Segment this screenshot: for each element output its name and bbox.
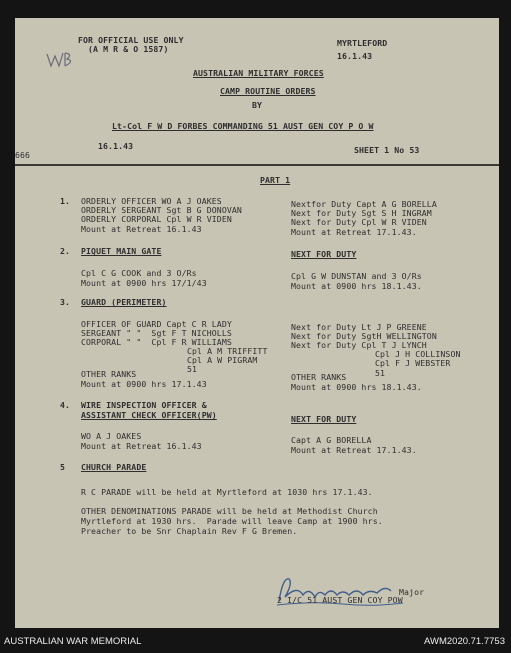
- next-duty-corporal: Next for Duty Cpl W R VIDEN: [291, 217, 427, 227]
- place-label: MYRTLEFORD: [337, 38, 388, 48]
- official-use-label: FOR OFFICIAL USE ONLY: [78, 35, 184, 45]
- section-number: 2.: [60, 246, 71, 256]
- next-duty-sergeant: Next for Duty Sgt S H INGRAM: [291, 208, 432, 218]
- part-heading: PART 1: [260, 175, 291, 185]
- next-mount-line: Mount at 0900 hrs 18.1.43.: [291, 281, 422, 291]
- footer-left: AUSTRALIAN WAR MEMORIAL: [4, 636, 142, 647]
- sheet-number: SHEET 1 No 53: [354, 145, 420, 155]
- church-paragraph: Myrtleford at 1930 hrs. Parade will leave Camp at 1900 hrs.: [81, 516, 383, 526]
- next-mount-line: Mount at 0900 hrs 18.1.43.: [291, 382, 422, 392]
- orderly-corporal: ORDERLY CORPORAL Cpl W R VIDEN: [81, 214, 232, 224]
- orderly-sergeant: ORDERLY SERGEANT Sgt B G DONOVAN: [81, 205, 242, 215]
- next-other-ranks-label: OTHER RANKS: [291, 372, 347, 382]
- org-title: AUSTRALIAN MILITARY FORCES: [193, 68, 324, 78]
- footer-right: AWM2020.71.7753: [424, 636, 505, 647]
- mount-line: Mount at 0900 hrs 17.1.43: [81, 379, 207, 389]
- next-guard-corporal: Cpl J H COLLINSON: [375, 349, 461, 359]
- other-ranks-count: 51: [187, 364, 198, 374]
- guard-corporal: CORPORAL " " Cpl F R WILLIAMS: [81, 337, 232, 347]
- piquet-detail: Cpl C G COOK and 3 O/Rs: [81, 268, 197, 278]
- guard-corporal: Cpl A W PIGRAM: [187, 355, 258, 365]
- mount-line: Mount at Retreat 16.1.43: [81, 224, 202, 234]
- next-duty-heading: NEXT FOR DUTY: [291, 249, 357, 259]
- next-guard-corporal: Cpl F J WEBSTER: [375, 358, 451, 368]
- next-other-ranks-count: 51: [375, 368, 386, 378]
- next-duty-heading: NEXT FOR DUTY: [291, 414, 357, 424]
- section-heading: PIQUET MAIN GATE: [81, 246, 162, 256]
- signature-unit: 2 I/C 51 AUST GEN COY POW: [277, 595, 403, 605]
- section-number: 4.: [60, 400, 71, 410]
- orderly-officer: ORDERLY OFFICER WO A J OAKES: [81, 196, 222, 206]
- section-heading: ASSISTANT CHECK OFFICER(PW): [81, 410, 217, 420]
- guard-sergeant: SERGEANT " " Sgt F T NICHOLLS: [81, 328, 232, 338]
- handwritten-signature: [273, 571, 413, 611]
- margin-number: 666: [15, 150, 31, 160]
- church-paragraph: OTHER DENOMINATIONS PARADE will be held at Methodist Church: [81, 506, 378, 516]
- church-paragraph: R C PARADE will be held at Myrtleford at 1030 hrs 17.1.43.: [81, 487, 373, 497]
- next-guard-sergeant: Next for Duty SgtH WELLINGTON: [291, 331, 437, 341]
- signature-rank: Major: [399, 587, 425, 597]
- order-date: 16.1.43: [98, 141, 134, 151]
- mount-line: Mount at Retreat 16.1.43: [81, 441, 202, 451]
- document-title: CAMP ROUTINE ORDERS: [220, 86, 316, 96]
- section-number: 3.: [60, 297, 71, 307]
- next-mount-line: Mount at Retreat 17.1.43.: [291, 445, 417, 455]
- next-wire-officer: Capt A G BORELLA: [291, 435, 372, 445]
- next-guard-corporal: Next for Duty Cpl T J LYNCH: [291, 340, 427, 350]
- section-heading: GUARD (PERIMETER): [81, 297, 167, 307]
- section-heading: WIRE INSPECTION OFFICER &: [81, 400, 207, 410]
- mount-line: Mount at 0900 hrs 17/1/43: [81, 278, 207, 288]
- church-paragraph: Preacher to be Snr Chaplain Rev F G Bremen.: [81, 526, 298, 536]
- handwritten-initials: [43, 48, 79, 72]
- fold-line: [15, 164, 499, 166]
- next-duty-officer: Nextfor Duty Capt A G BORELLA: [291, 199, 437, 209]
- header-date: 16.1.43: [337, 51, 373, 61]
- next-guard-officer: Next for Duty Lt J P GREENE: [291, 322, 427, 332]
- next-mount-line: Mount at Retreat 17.1.43.: [291, 227, 417, 237]
- next-piquet-detail: Cpl G W DUNSTAN and 3 O/Rs: [291, 271, 422, 281]
- section-number: 1.: [60, 196, 71, 206]
- guard-corporal: Cpl A M TRIFFITT: [187, 346, 268, 356]
- official-use-ref: (A M R & O 1587): [88, 44, 169, 54]
- guard-officer: OFFICER OF GUARD Capt C R LADY: [81, 319, 232, 329]
- section-heading: CHURCH PARADE: [81, 462, 147, 472]
- commander-line: Lt-Col F W D FORBES COMMANDING 51 AUST GEN COY P O W: [112, 121, 374, 131]
- other-ranks-label: OTHER RANKS: [81, 369, 137, 379]
- by-label: BY: [252, 100, 263, 110]
- section-number: 5: [60, 462, 66, 472]
- document-sheet: [15, 18, 499, 628]
- wire-officer: WO A J OAKES: [81, 431, 142, 441]
